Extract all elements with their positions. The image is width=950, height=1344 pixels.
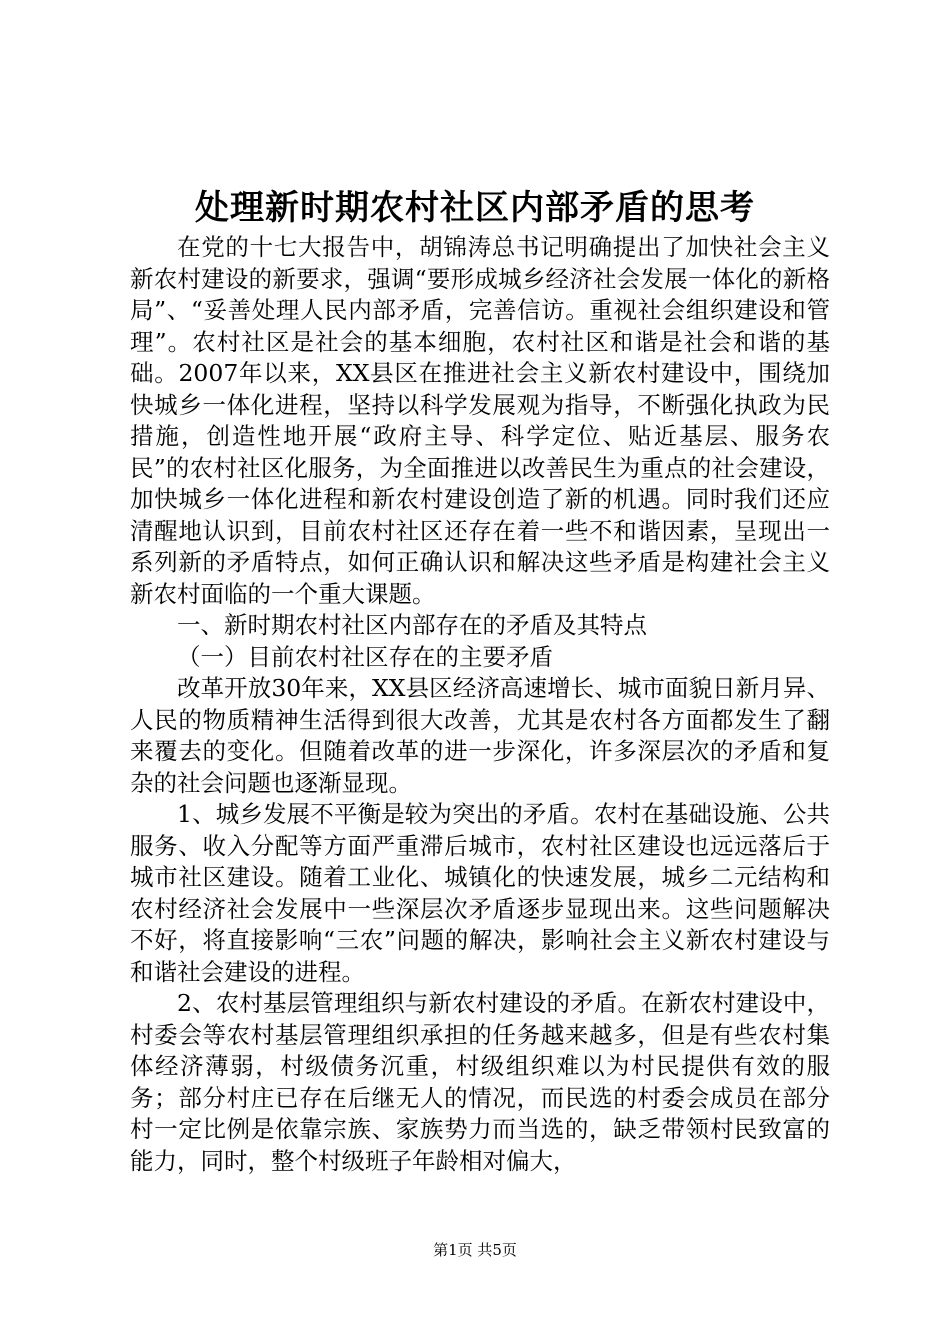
paragraph-point-2: 2、农村基层管理组织与新农村建设的矛盾。在新农村建设中，村委会等农村基层管理组织承担的任务越来越多，但是有些农村集体经济薄弱，村级债务沉重，村级组织难以为村民提供有效的服务；部分村庄已存在后继无人的情况，而民选的村委会成员在部分村一定比例是依靠宗族、家族势力而当选的，缺乏带领村民致富的能力，同时，整个村级班子年龄相对偏大， bbox=[130, 989, 830, 1175]
subsection-heading-1: （一）目前农村社区存在的主要矛盾 bbox=[177, 642, 553, 671]
page-footer: 第1页 共5页 bbox=[433, 1241, 517, 1259]
section-heading-1: 一、新时期农村社区内部存在的矛盾及其特点 bbox=[177, 611, 647, 639]
paragraph-intro: 在党的十七大报告中，胡锦涛总书记明确提出了加快社会主义新农村建设的新要求，强调“要形成城乡经济社会发展一体化的新格局”、“妥善处理人民内部矛盾，完善信访。重视社会组织建设和管理”。农村社区是社会的基本细胞，农村社区和谐是社会和谐的基础。2007年以来，XX县区在推进社会主义新农村建设中，围绕加快城乡一体化进程，坚持以科学发展观为指导，不断强化执政为民措施，创造性地开展“政府主导、科学定位、贴近基层、服务农民”的农村社区化服务，为全面推进以改善民生为重点的社会建设，加快城乡一体化进程和新农村建设创造了新的机遇。同时我们还应清醒地认识到，目前农村社区还存在着一些不和谐因素，呈现出一系列新的矛盾特点，如何正确认识和解决这些矛盾是构建社会主义新农村面临的一个重大课题。 bbox=[130, 233, 830, 608]
document-title: 处理新时期农村社区内部矛盾的思考 bbox=[195, 188, 755, 228]
paragraph-reform: 改革开放30年来，XX县区经济高速增长、城市面貌日新月异、人民的物质精神生活得到很大改善，尤其是农村各方面都发生了翻来覆去的变化。但随着改革的进一步深化，许多深层次的矛盾和复杂的社会问题也逐渐显现。 bbox=[130, 674, 830, 797]
paragraph-point-1: 1、城乡发展不平衡是较为突出的矛盾。农村在基础设施、公共服务、收入分配等方面严重滞后城市，农村社区建设也远远落后于城市社区建设。随着工业化、城镇化的快速发展，城乡二元结构和农村经济社会发展中一些深层次矛盾逐步显现出来。这些问题解决不好，将直接影响“三农”问题的解决，影响社会主义新农村建设与和谐社会建设的进程。 bbox=[130, 800, 830, 986]
document-body bbox=[130, 232, 830, 1177]
